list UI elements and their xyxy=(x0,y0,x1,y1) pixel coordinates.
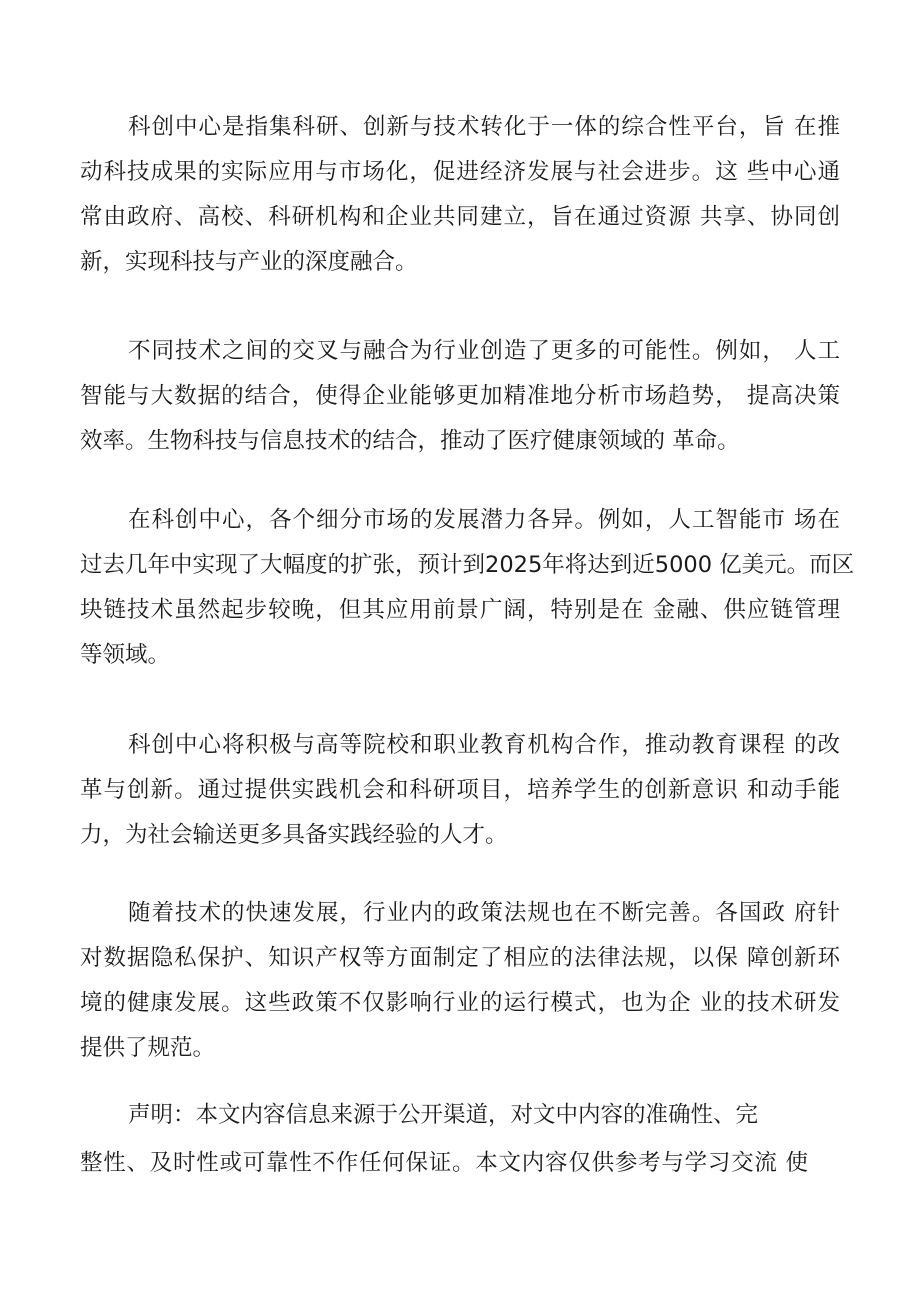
paragraph-line: 不同技术之间的交叉与融合为行业创造了更多的可能性。例如， 人工 xyxy=(128,338,840,364)
disclaimer-line: 整性、及时性或可靠性不作任何保证。本文内容仅供参考与学习交流 使 xyxy=(80,1150,808,1176)
paragraph-line: 过去几年中实现了大幅度的扩张，预计到2025年将达到近5000 亿美元。而区 xyxy=(80,552,855,578)
paragraph-line: 新，实现科技与产业的深度融合。 xyxy=(80,249,418,275)
paragraph-line: 科创中心是指集科研、创新与技术转化于一体的综合性平台，旨 在推 xyxy=(128,114,840,140)
disclaimer-line: 声明：本文内容信息来源于公开渠道，对文中内容的准确性、完 xyxy=(128,1102,759,1128)
paragraph-line: 随着技术的快速发展，行业内的政策法规也在不断完善。各国政 府针 xyxy=(128,900,840,926)
paragraph-line: 动科技成果的实际应用与市场化，促进经济发展与社会进步。这 些中心通 xyxy=(80,159,840,185)
paragraph-line: 等领域。 xyxy=(80,642,171,668)
paragraph-line: 提供了规范。 xyxy=(80,1035,216,1061)
paragraph-line: 在科创中心，各个细分市场的发展潜力各异。例如，人工智能市 场在 xyxy=(128,507,840,533)
paragraph-line: 效率。生物科技与信息技术的结合，推动了医疗健康领域的 革命。 xyxy=(80,428,740,454)
paragraph-line: 常由政府、高校、科研机构和企业共同建立，旨在通过资源 共享、协同创 xyxy=(80,204,840,230)
paragraph-line: 对数据隐私保护、知识产权等方面制定了相应的法律法规，以保 障创新环 xyxy=(80,945,840,971)
paragraph-line: 块链技术虽然起步较晚，但其应用前景广阔，特别是在 金融、供应链管理 xyxy=(80,597,840,623)
paragraph-line: 力，为社会输送更多具备实践经验的人才。 xyxy=(80,822,508,848)
paragraph-line: 智能与大数据的结合，使得企业能够更加精准地分析市场趋势， 提高决策 xyxy=(80,383,840,409)
paragraph-line: 境的健康发展。这些政策不仅影响行业的运行模式，也为企 业的技术研发 xyxy=(80,990,840,1016)
paragraph-line: 革与创新。通过提供实践机会和科研项目，培养学生的创新意识 和动手能 xyxy=(80,777,840,803)
paragraph-line: 科创中心将积极与高等院校和职业教育机构合作，推动教育课程 的改 xyxy=(128,732,840,758)
